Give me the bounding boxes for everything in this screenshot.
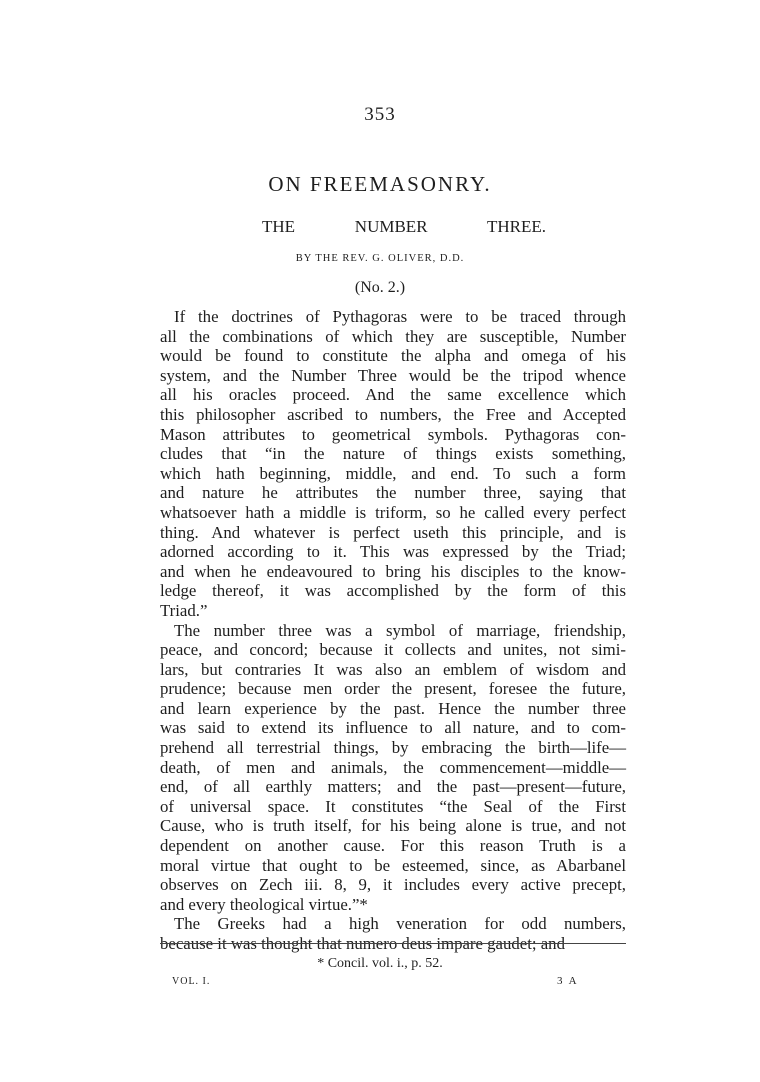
text-line: and learn experience by the past. Hence the number three [160,698,626,718]
text-line: The number three was a symbol of marriage, friendship, [174,620,626,640]
text-line: all the combinations of which they are susceptible, Number [160,326,626,346]
text-line: Mason attributes to geometrical symbols. Pythagoras con- [160,424,626,444]
article-subtitle: THE NUMBER THREE. [262,217,546,236]
text-line: If the doctrines of Pythagoras were to be traced through [174,307,626,326]
text-line: was said to extend its influence to all nature, and to com- [160,718,626,738]
text-line: prehend all terrestrial things, by embracing the birth—life— [160,738,626,758]
author-byline: BY THE REV. G. OLIVER, D.D. [295,253,465,264]
text-line: because it was thought that numero deus impare gaudet; and [160,934,565,953]
text-line: thing. And whatever is perfect useth this principle, and is [160,522,626,542]
text-line: whatsoever hath a middle is triform, so he called every perfect [160,502,626,522]
footnote-divider [160,943,626,944]
page-number: 353 [364,104,396,125]
text-line: moral virtue that ought to be esteemed, since, as Abarbanel [160,855,626,875]
article-title: ON FREEMASONRY. [268,172,492,196]
volume-signature: VOL. I. [172,976,211,987]
text-line: lars, but contraries It was also an emblem of wisdom and [160,659,626,679]
text-line: Cause, who is truth itself, for his being alone is true, and not [160,816,626,836]
text-line: death, of men and animals, the commencement—middle— [160,757,626,777]
text-line: peace, and concord; because it collects and unites, not simi- [160,640,626,660]
text-line: ledge thereof, it was accomplished by the form of this [160,581,626,601]
text-line: system, and the Number Three would be the tripod whence [160,365,626,385]
text-line: Triad.” [160,600,208,620]
text-line: of universal space. It constitutes “the Seal of the First [160,796,626,816]
text-line: which hath beginning, middle, and end. To such a form [160,463,626,483]
text-line: adorned according to it. This was expressed by the Triad; [160,542,626,562]
text-line: would be found to constitute the alpha and omega of his [160,346,626,366]
text-line: and every theological virtue.”* [160,894,368,914]
text-line: and nature he attributes the number three, saying that [160,483,626,503]
text-line: end, of all earthly matters; and the past—present—future, [160,777,626,797]
footnote: * Concil. vol. i., p. 52. [317,956,443,971]
article-body [160,307,626,954]
text-line: this philosopher ascribed to numbers, the Free and Accepted [160,404,626,424]
text-line: cludes that “in the nature of things exists something, [160,444,626,464]
text-line: and when he endeavoured to bring his disciples to the know- [160,561,626,581]
sheet-signature: 3 A [557,975,579,987]
text-line: all his oracles proceed. And the same excellence which [160,385,626,405]
text-line: observes on Zech iii. 8, 9, it includes every active precept, [160,875,626,895]
installment-number: (No. 2.) [354,279,406,296]
text-line: prudence; because men order the present, foresee the future, [160,679,626,699]
text-line: dependent on another cause. For this reason Truth is a [160,836,626,856]
text-line: The Greeks had a high veneration for odd numbers, [174,914,626,934]
